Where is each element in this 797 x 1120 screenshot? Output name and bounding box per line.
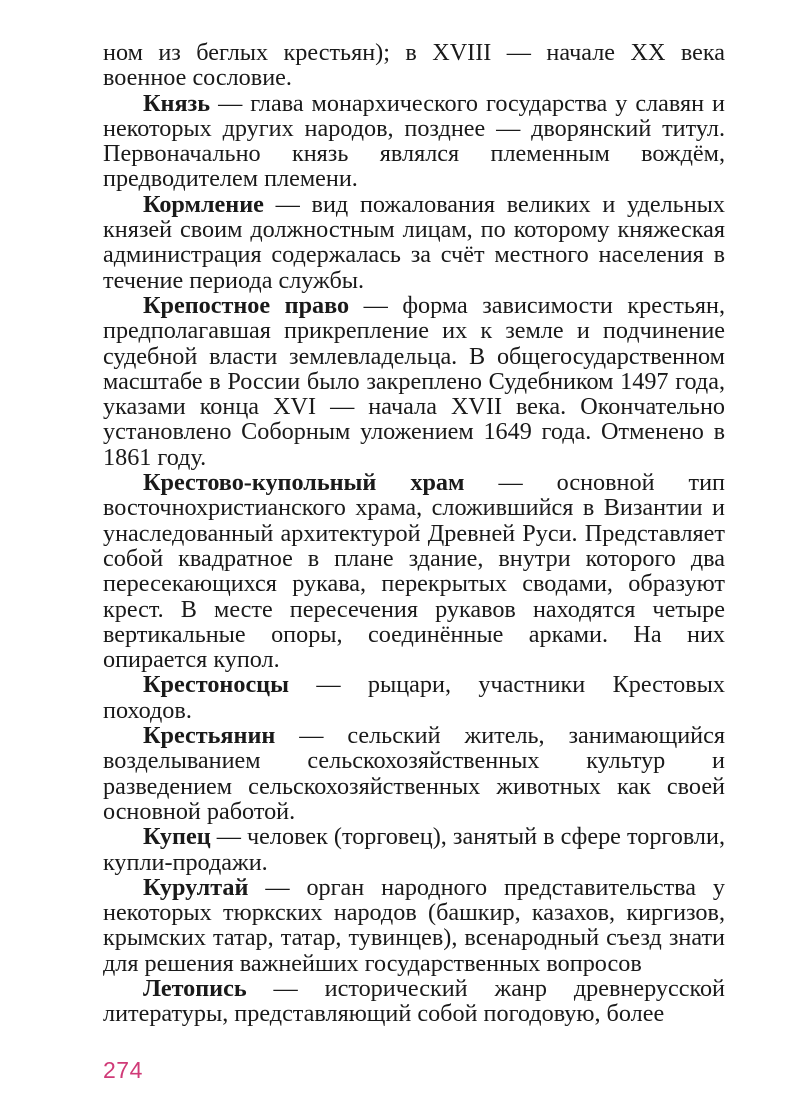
glossary-definition: — форма зависимости крестьян, предполагавшая прикрепление их к земле и подчинение судебной власти землевладельца. В общегосударственном масштабе в России было закреплено Судебником 1497 года, указами конца XVI — начала XVII века. Окончательно установлено Соборным уложением 1649 года. Отменено в 1861 году. bbox=[103, 291, 725, 471]
glossary-term: Крепостное право bbox=[143, 291, 350, 319]
glossary-entries bbox=[103, 91, 725, 1027]
glossary-term: Крестьянин bbox=[143, 722, 276, 750]
glossary-term: Летопись bbox=[143, 974, 247, 1002]
glossary-term: Купец bbox=[143, 823, 211, 851]
glossary-entry bbox=[103, 470, 725, 672]
glossary-term: Крестоносцы bbox=[143, 671, 289, 699]
glossary-definition: — основной тип восточнохристианского храма, сложившийся в Византии и унаследованный архитектурой Древней Руси. Представляет собой квадратное в плане здание, внутри которого два пересекающихся рукава, перекрытых сводами, образуют крест. В месте пересечения рукавов находятся четыре вертикальные опоры, соединённые арками. На них опирается купол. bbox=[103, 469, 725, 674]
glossary-page bbox=[103, 40, 725, 1027]
glossary-definition: — человек (торговец), занятый в сфере торговли, купли-продажи. bbox=[103, 823, 725, 876]
glossary-definition: — глава монархического государства у славян и некоторых других народов, позднее — дворянский титул. Первоначально князь являлся племенным вождём, предводителем племени. bbox=[103, 89, 725, 193]
glossary-entry bbox=[103, 875, 725, 976]
glossary-entry bbox=[103, 672, 725, 723]
glossary-definition: — рыцари, участники Крестовых походов. bbox=[103, 671, 725, 724]
glossary-definition: — вид пожалования великих и удельных князей своим должностным лицам, по которому княжеская администрация содержалась за счёт местного населения в течение периода службы. bbox=[103, 190, 725, 294]
glossary-entry bbox=[103, 723, 725, 824]
glossary-entry bbox=[103, 293, 725, 470]
page-number: 274 bbox=[103, 1057, 143, 1083]
glossary-entry bbox=[103, 824, 725, 875]
glossary-definition: — орган народного представительства у некоторых тюркских народов (башкир, казахов, киргизов, крымских татар, татар, тувинцев), всенародный съезд знати для решения важнейших государственных вопросов bbox=[103, 873, 725, 977]
glossary-term: Кормление bbox=[143, 190, 264, 218]
glossary-entry bbox=[103, 91, 725, 192]
glossary-term: Курултай bbox=[143, 873, 249, 901]
glossary-entry bbox=[103, 976, 725, 1027]
glossary-entry bbox=[103, 192, 725, 293]
glossary-term: Князь bbox=[143, 89, 211, 117]
continued-entry-text: ном из беглых крестьян); в XVIII — начале XX века военное сословие. bbox=[103, 39, 725, 92]
glossary-term: Крестово-купольный храм bbox=[143, 469, 465, 497]
glossary-definition: — исторический жанр древнерусской литературы, представляющий собой погодовую, более bbox=[103, 974, 725, 1028]
glossary-definition: — сельский житель, занимающийся возделыванием сельскохозяйственных культур и разведением сельскохозяйственных животных как своей основной работой. bbox=[103, 722, 725, 825]
